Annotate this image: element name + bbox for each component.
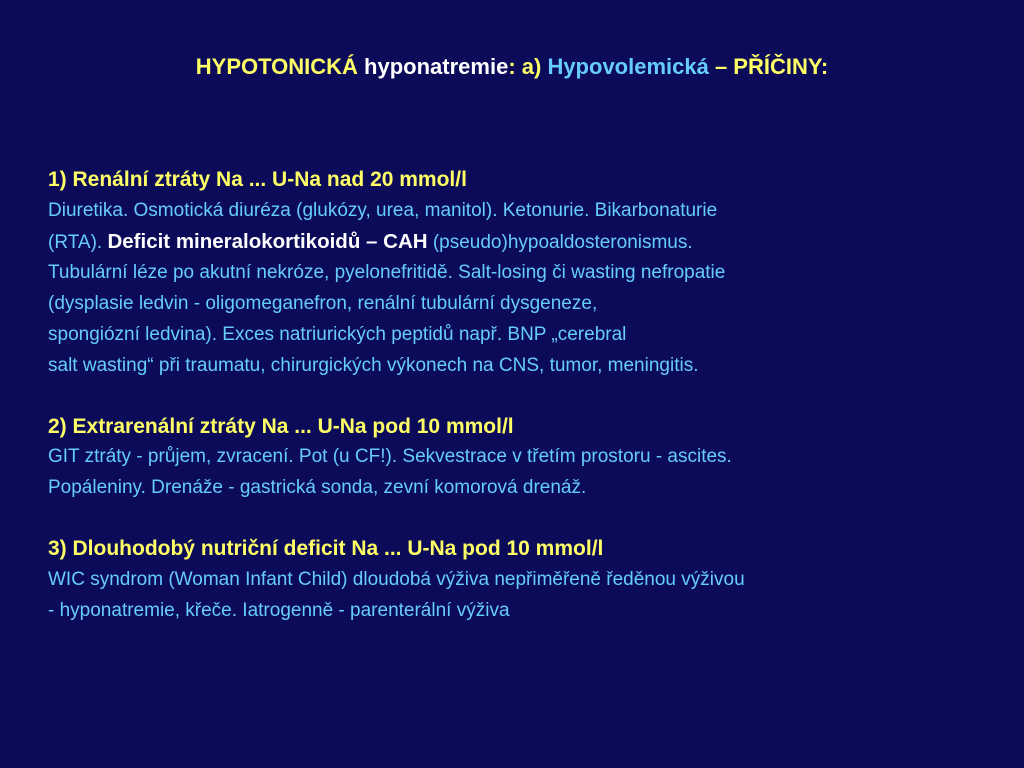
text-line: spongiózní ledvina). Exces natriurických peptidů např. BNP „cerebral [48, 323, 627, 345]
section-extrarenal [48, 412, 998, 504]
slide-title [0, 53, 1024, 81]
section-heading-renal: 1) Renální ztráty Na ... U-Na nad 20 mmol/l [48, 168, 467, 191]
title-part-hypotonicka: HYPOTONICKÁ [195, 54, 365, 79]
text-line: GIT ztráty - průjem, zvracení. Pot (u CF!). Sekvestrace v třetím prostoru - ascites. [48, 446, 732, 468]
section-nutrition [48, 534, 998, 626]
title-part-priciny: – PŘÍČINY: [708, 54, 829, 79]
title-part-hypovolemicka: Hypovolemická [547, 54, 709, 79]
text-line: - hyponatremie, křeče. Iatrogenně - parenterální výživa [48, 599, 510, 621]
text-line: Diuretika. Osmotická diuréza (glukózy, urea, manitol). Ketonurie. Bikarbonaturie [48, 199, 718, 221]
text-line: salt wasting“ při traumatu, chirurgických výkonech na CNS, tumor, meningitis. [48, 354, 699, 376]
spacer [48, 504, 998, 534]
text-line: Popáleniny. Drenáže - gastrická sonda, zevní komorová drenáž. [48, 477, 587, 499]
emphasis-cah: Deficit mineralokortikoidů – CAH [107, 229, 428, 253]
text-line: WIC syndrom (Woman Infant Child) dloudobá výživa nepřiměřeně ředěnou výživou [48, 568, 745, 590]
text-fragment: (pseudo)hypoaldosteronismus. [427, 231, 693, 253]
section-heading-nutrition: 3) Dlouhodobý nutriční deficit Na ... U-Na pod 10 mmol/l [48, 536, 604, 560]
title-part-hyponatremie: hyponatremie [364, 54, 509, 79]
text-fragment: (RTA). [48, 231, 108, 253]
section-renal [48, 165, 998, 382]
title-part-a: : a) [508, 54, 548, 79]
spacer [48, 382, 998, 412]
slide-body [48, 165, 998, 626]
text-line: (dysplasie ledvin - oligomeganefron, renální tubulární dysgeneze, [48, 293, 598, 315]
text-line: Tubulární léze po akutní nekróze, pyelonefritidě. Salt-losing či wasting nefropatie [48, 262, 726, 284]
text-line [48, 227, 998, 259]
section-heading-extrarenal: 2) Extrarenální ztráty Na ... U-Na pod 10 mmol/l [48, 414, 514, 438]
